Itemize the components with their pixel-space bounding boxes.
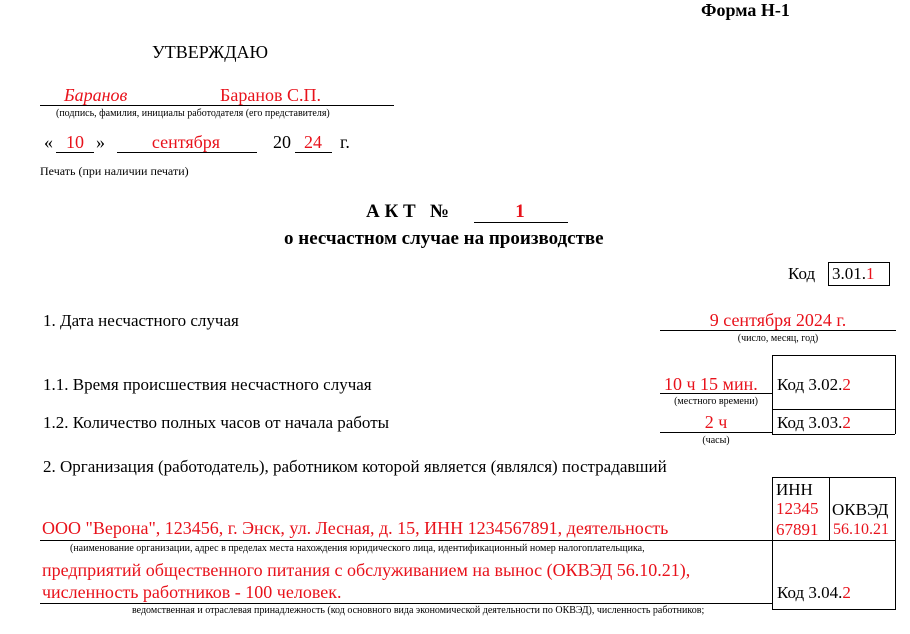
code-3-03 — [777, 413, 851, 433]
inn-line1: 12345 — [776, 499, 819, 518]
section1-1-time: 10 ч 15 мин. — [664, 374, 758, 394]
code-table-right — [895, 355, 896, 434]
form-label: Форма Н-1 — [701, 0, 790, 20]
code-value: 1 — [866, 264, 875, 283]
section1-date: 9 сентября 2024 г. — [709, 310, 847, 330]
section1-label: 1. Дата несчастного случая — [43, 311, 239, 330]
code-table-left — [772, 355, 773, 434]
section2-label: 2. Организация (работодатель), работником которой является (являлся) пострадавший — [43, 457, 667, 476]
inn-label: ИНН — [776, 480, 813, 499]
code-value: 2 — [842, 413, 851, 432]
org-underline — [40, 603, 772, 604]
code-value: 2 — [842, 583, 851, 602]
act-number: 1 — [515, 201, 525, 222]
section1-2-caption: (часы) — [702, 435, 730, 446]
year-prefix: 20 — [273, 132, 291, 152]
inn-line2: 67891 — [776, 520, 819, 539]
approval-day: 10 — [66, 132, 84, 152]
org-line1: ООО "Верона", 123456, г. Энск, ул. Лесная, д. 15, ИНН 1234567891, деятельность — [42, 518, 669, 538]
section1-date-line — [660, 330, 896, 331]
code-prefix: 3.01. — [832, 264, 866, 283]
inn-table-bottom — [772, 609, 895, 610]
inn-table-top — [772, 477, 895, 478]
section1-1-caption: (местного времени) — [674, 396, 758, 407]
section1-2-hours: 2 ч — [704, 412, 728, 432]
org-bottom-caption: ведомственная и отраслевая принадлежность (код основного вида экономической деятельности по ОКВЭД), численность работников; — [132, 605, 705, 616]
code-3-04 — [777, 583, 851, 603]
approval-name: Баранов С.П. — [220, 85, 321, 105]
section1-caption: (число, месяц, год) — [737, 333, 819, 344]
code-table-mid — [772, 409, 895, 410]
code-prefix: Код 3.03. — [777, 413, 843, 432]
approval-title: УТВЕРЖДАЮ — [152, 42, 269, 62]
code-label: Код — [788, 264, 816, 283]
org-line2: предприятий общественного питания с обслуживанием на вынос (ОКВЭД 56.10.21), — [42, 560, 691, 580]
day-line — [56, 152, 94, 153]
approval-year: 24 — [304, 132, 322, 152]
section1-2-line — [660, 432, 772, 433]
stamp-note: Печать (при наличии печати) — [40, 164, 189, 178]
code-3-02 — [777, 375, 851, 395]
approval-signature: Баранов — [64, 85, 128, 105]
act-subtitle: о несчастном случае на производстве — [284, 228, 604, 249]
signature-caption: (подпись, фамилия, инициалы работодателя (его представителя) — [56, 108, 330, 119]
okved-label: ОКВЭД — [832, 500, 889, 519]
date-quote-close: » — [96, 132, 105, 152]
okved-value: 56.10.21 — [833, 521, 889, 538]
section1-2-label: 1.2. Количество полных часов от начала работы — [43, 413, 390, 432]
org-line1-underline — [40, 540, 772, 541]
inn-table-left — [772, 477, 773, 610]
section1-1-line — [660, 393, 772, 394]
code-prefix: Код 3.02. — [777, 375, 843, 394]
inn-table-mid — [772, 540, 895, 541]
section1-1-label: 1.1. Время происшествия несчастного случая — [43, 375, 372, 394]
code-value: 2 — [842, 375, 851, 394]
act-title: А К Т № — [366, 201, 450, 222]
year-line — [295, 152, 332, 153]
month-line — [117, 152, 257, 153]
code-table-top — [772, 355, 895, 356]
org-caption: (наименование организации, адрес в пределах места нахождения юридического лица, идентификационный номер налогоплательщика, — [70, 543, 645, 554]
approval-month: сентября — [151, 132, 221, 152]
act-number-line — [474, 222, 568, 223]
year-unit: г. — [340, 132, 350, 152]
signature-line — [40, 105, 394, 106]
code-prefix: Код 3.04. — [777, 583, 843, 602]
org-line3: численность работников - 100 человек. — [42, 582, 342, 602]
inn-table-divider — [829, 477, 830, 540]
inn-table-right — [895, 477, 896, 610]
code-3-01 — [832, 264, 875, 284]
code-table-bottom — [772, 434, 895, 435]
date-quote-open: « — [44, 132, 53, 152]
